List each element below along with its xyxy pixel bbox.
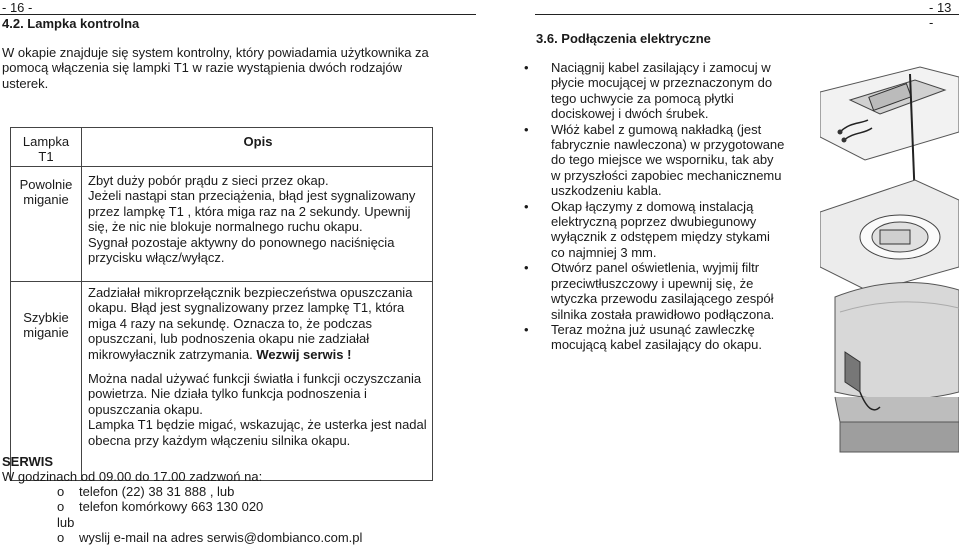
list-item: • Otwórz panel oświetlenia, wyjmij filtr przeciwtłuszczowy i upewnij się, że wtyczka przewodu zasilającego zespół silnika została prawidłowo podłączona. — [524, 260, 775, 322]
intro-paragraph: W okapie znajduje się system kontrolny, który powiadamia użytkownika za pomocą włączenia się lampki T1 w razie wystąpienia dwóch rodzajów usterek. — [2, 45, 429, 91]
row-desc-slow: Zbyt duży pobór prądu z sieci przez okap. Jeżeli nastąpi stan przeciążenia, błąd jest sygnalizowany przez lampkę T1 , która miga raz na 2 sekundy. Upewnij się, że nic nie blokuje normalnego ruchu okapu. Sygnał pozostaje aktywny do ponownego naciśnięcia przycisku włącz/wyłącz. — [82, 167, 433, 282]
list-item: • Włóż kabel z gumową nakładką (jest fabrycznie nawleczona) w przygotowane do tego miejsce we wsporniku, tak aby w przyszłości zapobiec mechanicznemu uszkodzeniu kabla. — [524, 121, 785, 199]
table-row — [11, 282, 433, 481]
bullet-icon: • — [524, 198, 529, 214]
section-title-right: 3.6. Podłączenia elektryczne — [536, 31, 711, 46]
call-service-text: Wezwij serwis ! — [256, 346, 352, 362]
serwis-email: wyslij e-mail na adres serwis@dombianco.com.pl — [79, 530, 363, 546]
header-lampka: Lampka T1 — [11, 128, 82, 167]
lamp-table — [10, 127, 433, 481]
serwis-hours: W godzinach od 09.00 do 17.00 zadzwoń na: — [2, 469, 263, 484]
list-item: o telefon komórkowy 663 130 020 — [57, 499, 264, 515]
table-header-row — [11, 128, 433, 167]
list-item: o wyslij e-mail na adres serwis@dombianco.com.pl — [57, 530, 363, 546]
bullet-icon: • — [524, 321, 529, 337]
hood-installation-illustration — [820, 62, 959, 462]
bullet-icon: • — [524, 60, 529, 75]
list-item: lub — [57, 514, 75, 530]
table-row — [11, 167, 433, 282]
row-desc-fast: Zadziałał mikroprzełącznik bezpieczeństwa opuszczania okapu. Błąd jest sygnalizowany przez lampkę T1, która miga 4 razy na sekundę. Oznacza to, że podczas opuszczani, lub podnoszenia okapu nie zadziałał mikrowyłacznik zatrzymania. Wezwij serwis ! Można nadal używać funkcji światła i funkcji oczyszczania powietrza. Nie działa tylko funkcja podnoszenia i opuszczania okapu. Lampka T1 będzie migać, wskazując, że usterka jest nadal obecna przy każdym włączeniu silnika okapu. — [82, 282, 433, 481]
page-number-right: - 13 - — [929, 0, 952, 31]
bullet-icon: • — [524, 260, 529, 276]
connection-steps — [524, 60, 786, 353]
row-label-slow: Powolnie miganie — [11, 167, 82, 282]
header-rule-right — [535, 14, 959, 15]
list-item: • Okap łączymy z domową instalacją elektryczną poprzez dwubiegunowy wyłącznik z odstępem między stykami co najmniej 3 mm. — [524, 198, 770, 260]
left-page — [0, 0, 478, 544]
header-rule-left — [0, 14, 476, 15]
row-label-fast: Szybkie miganie — [11, 282, 82, 481]
list-item: • Naciągnij kabel zasilający i zamocuj w płycie mocującej w przeznaczonym do tego uchwycie za pomocą płytki dociskowej i dwóch śrubek. — [524, 60, 773, 122]
serwis-title: SERWIS — [2, 454, 54, 469]
list-item: • Teraz można już usunąć zawleczkę mocującą kabel zasilający do okapu. — [524, 321, 763, 353]
bullet-icon: • — [524, 121, 529, 137]
section-title-left: 4.2. Lampka kontrolna — [2, 16, 140, 31]
header-opis: Opis — [82, 128, 433, 167]
list-item: o telefon (22) 38 31 888 , lub — [57, 484, 235, 499]
serwis-contact-list — [57, 484, 362, 546]
page-number-left: - 16 - — [2, 0, 33, 15]
